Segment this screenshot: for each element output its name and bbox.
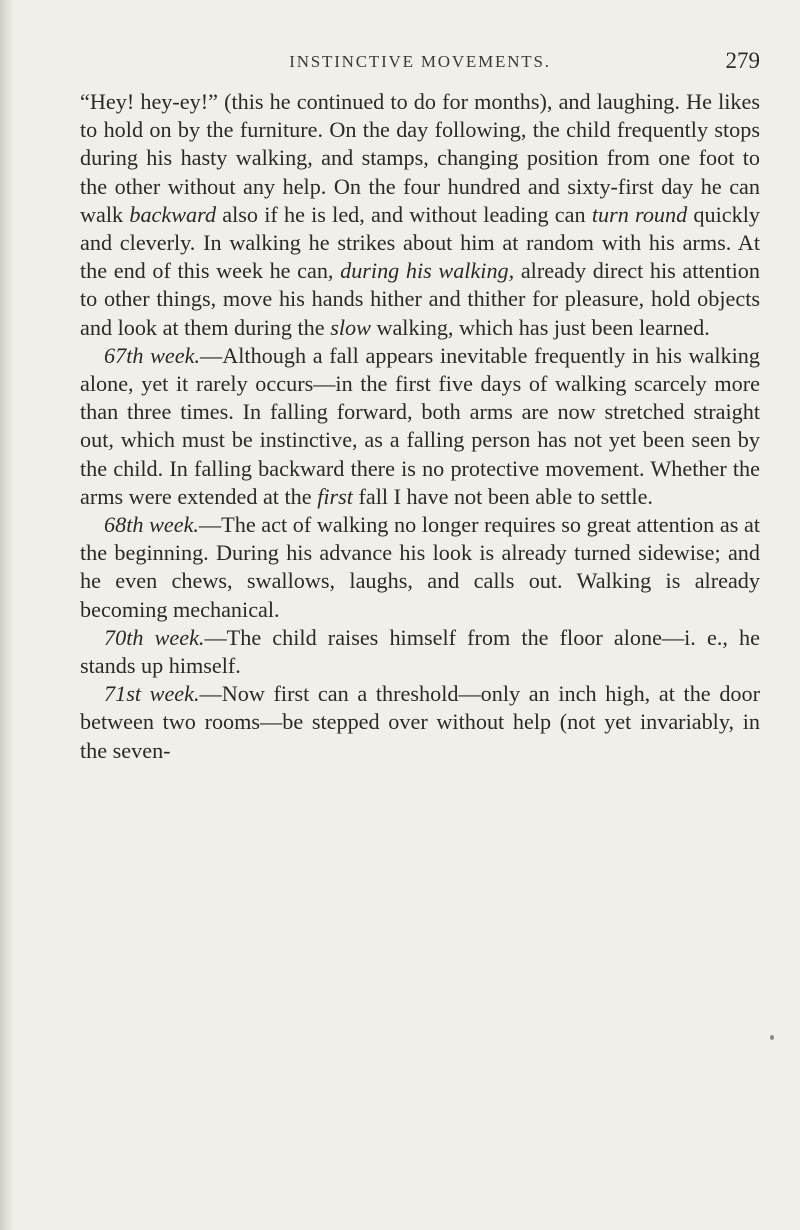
running-head <box>80 48 760 78</box>
page-number: 279 <box>725 48 760 73</box>
paragraph <box>80 88 760 342</box>
week-heading: 70th week. <box>104 624 205 650</box>
page-spine-shadow <box>0 0 14 1230</box>
body-text <box>80 88 760 765</box>
text-span: also if he is led, and without leading can <box>216 201 592 227</box>
italic-text-span: first <box>317 483 353 509</box>
paragraph <box>80 342 760 511</box>
paragraph <box>80 511 760 624</box>
text-span: —Although a fall appears inevitable frequently in his walking alone, yet it rarely occurs—in the first five days of walking scarcely more than three times. In falling forward, both arms are now stretched straight out, which must be instinctive, as a falling person has not yet been seen by the child. In falling backward there is no protective movement. Whether the arms were extended at the <box>80 342 760 509</box>
text-span: walking, which has just been learned. <box>370 314 710 340</box>
week-heading: 67th week. <box>104 342 201 368</box>
text-span: —The act of walking no longer requires so great attention as at the beginning. During his advance his look is already turned sidewise; and he even chews, swallows, laughs, and calls out. Walking is already becoming mechanical. <box>80 512 760 622</box>
paragraph <box>80 624 760 680</box>
text-span: —The child raises himself from the floor alone—i. e., he stands up himself. <box>80 624 761 679</box>
italic-text-span: backward <box>129 201 217 227</box>
week-heading: 71st week. <box>104 681 200 707</box>
text-span: —Now first can a threshold—only an inch high, at the door between two rooms—be stepped over without help (not yet invariably, in the seven- <box>80 681 760 763</box>
text-span: “Hey! hey-ey!” (this he continued to do for months), and laughing. He likes to hold on by the furniture. On the day following, the child frequently stops during his hasty walking, and stamps, changing position from one foot to the other without any help. On the four hundred and sixty-first day he can walk <box>80 89 760 227</box>
text-span: fall I have not been able to settle. <box>352 483 653 509</box>
running-head-title: INSTINCTIVE MOVEMENTS. <box>289 52 551 71</box>
ink-speck <box>770 1035 774 1040</box>
italic-text-span: during his walking, <box>340 258 515 284</box>
text-span: quickly and cleverly. In walking he strikes about him at random with his arms. At the end of this week he can, <box>80 201 760 284</box>
italic-text-span: slow <box>330 314 371 340</box>
week-heading: 68th week. <box>104 512 199 538</box>
book-page <box>80 48 761 765</box>
paragraph <box>80 680 760 765</box>
italic-text-span: turn round <box>591 201 688 227</box>
text-span: already direct his attention to other things, move his hands hither and thither for pleasure, hold objects and look at them during the <box>80 258 760 340</box>
